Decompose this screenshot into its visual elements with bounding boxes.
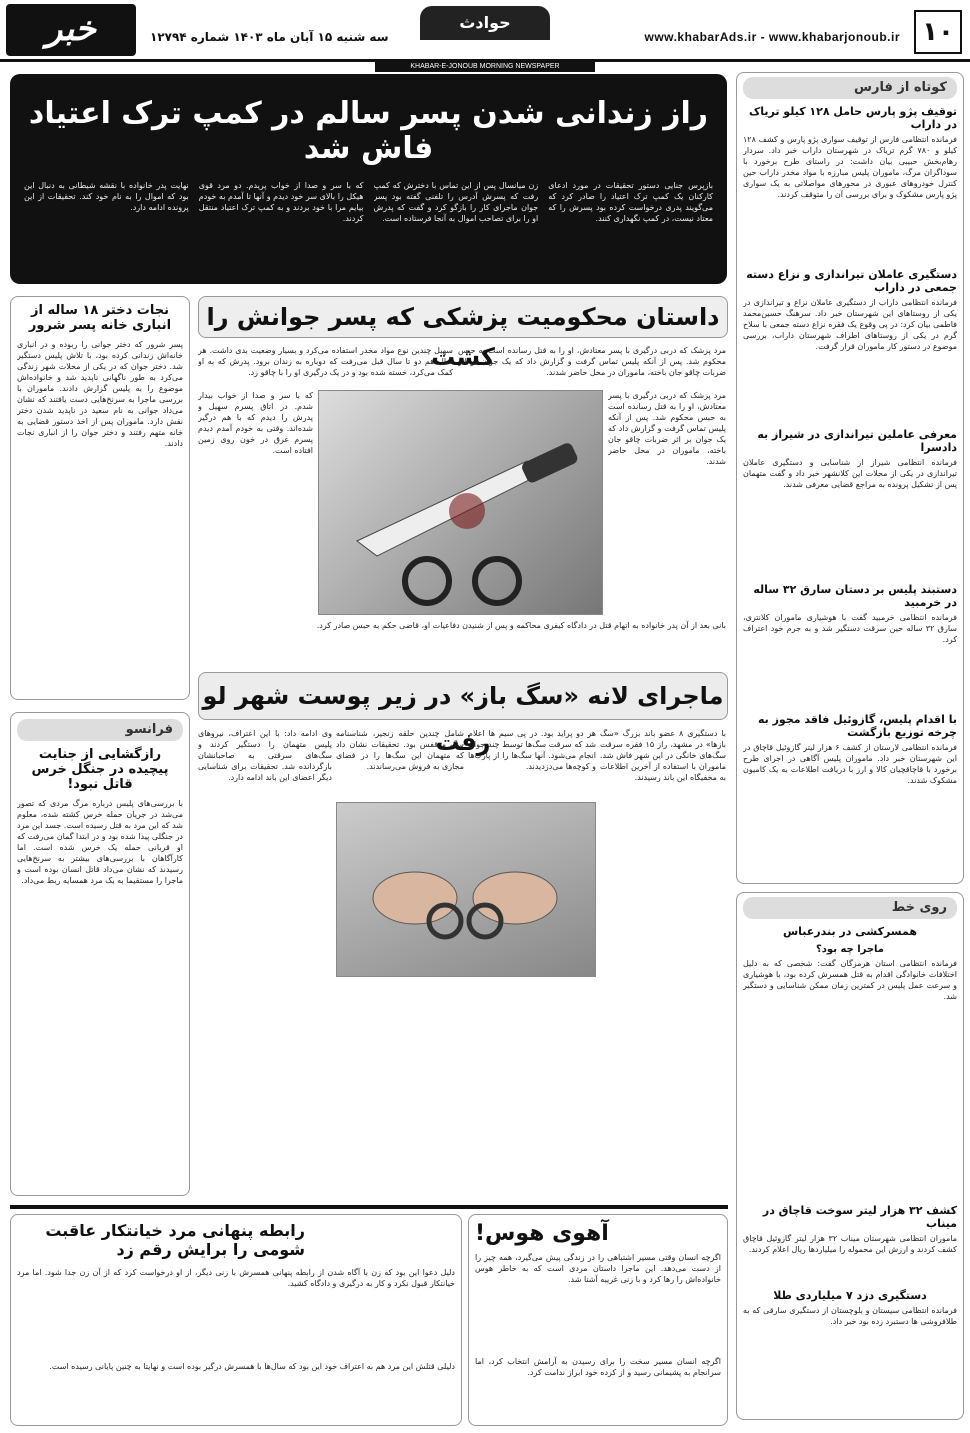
story3-box	[468, 1214, 728, 1426]
bottom-divider	[10, 1205, 728, 1209]
website-url[interactable]: www.khabarAds.ir - www.khabarjonoub.ir	[644, 30, 900, 44]
story1-intro: مرد پزشک که دربی درگیری با پسر معتادش، او را به قتل رسانده است به حبس محکوم شد. پس از آنکه پلیس تماس گرفت و گزارش داد که یک جوان بر اثر ضربات چاقو جان باخته، ماموران در محل حاضر شدند.	[458, 346, 726, 377]
story4-box	[10, 1214, 462, 1426]
section-tab: حوادث	[420, 6, 550, 40]
news-title: توقیف پژو پارس حامل ۱۲۸ کیلو تریاک در داراب	[748, 105, 957, 131]
news-body: فرمانده انتظامی خرمبید گفت با هوشیاری ماموران کلانتری، سارق ۳۲ ساله حین سرقت دستگیر شد و به جرم خود اعتراف کرد.	[743, 613, 957, 644]
story1-col: بانی بعد از آن پدر خانواده به اتهام قتل در دادگاه کیفری محاکمه و پس از شنیدن دفاعیات او، قاضی حکم به حبس صادر کرد.	[316, 621, 726, 630]
story2-headline: ماجرای لانه «سگ باز» در زیر پوست شهر لو رفت	[202, 682, 724, 756]
story-label: فرانسو	[17, 719, 183, 741]
masthead-strip: KHABAR-E-JONOUB MORNING NEWSPAPER	[375, 62, 595, 72]
story1-photo	[318, 390, 603, 615]
news-body: فرمانده انتظامی داراب از دستگیری عاملان نزاع و تیراندازی در یکی از روستاهای این شهرستان خبر داد. سرهنگ حسین‌محمد فاطمی بیان کرد: در پی وقوع یک فقره نزاع دسته جمعی با سلاح گرم در یکی از روستاهای اطراف شهرستان داراب، بررسی موضوع در دستور کار ماموران قرار گرفت.	[743, 298, 957, 351]
story2-col: هر دو پراید بود. در پی سیم ها اعلام شد که سرقت سگ‌ها توسط چند جوان انجام می‌شود. آنها سگ‌ها را از پارک‌ها و کوچه‌ها می‌دزدیدند.	[468, 729, 596, 771]
issue-date: سه شنبه ۱۵ آبان ماه ۱۴۰۳ شماره ۱۲۷۹۴	[150, 30, 389, 44]
news-body: فرمانده انتظامی شیراز از شناسایی و دستگیری عاملان تیراندازی در یکی از محلات این کلانشهر خبر داد و گفت متهمان پس از تشکیل پرونده به مراجع قضایی معرفی شدند.	[743, 458, 957, 489]
news-body: فرمانده انتظامی استان هرمزگان گفت: شخصی که به دلیل اختلافات خانوادگی اقدام به قتل همسرش کرده بود، با هوشیاری و سرعت عمل پلیس در کمترین زمان ممکن شناسایی و دستگیر شد.	[743, 959, 957, 1001]
story4-body: دلیلی قتلش این مرد هم به اعتراف خود این بود که سال‌ها با همسرش درگیر بوده است و نهایتا به چنین پایانی رسیده است.	[49, 1362, 455, 1371]
story2-photo	[336, 802, 596, 977]
news-title: با اقدام پلیس، گازوئیل فاقد مجوز به چرخه توزیع بازگشت	[757, 713, 957, 739]
left-story-body: پسر شرور که دختر جوانی را ربوده و در انباری خانه‌اش زندانی کرده بود، با تلاش پلیس دستگیر شد. دختر جوان که در یکی از محلات شهر زندگی می‌کرد به طور ناگهانی ناپدید شد و خانواده‌اش موضوع را به پلیس گزارش دادند. ماموران با بررسی ماجرا به سرنخ‌هایی دست یافتند که نشان می‌داد جوانی به نام سعید در ناپدید شدن دختر نقش دارد. ماموران پس از اخذ دستور قضایی به خانه متهم رفتند و دختر جوان را از انباری نجات دادند.	[17, 340, 183, 448]
news-title: همسرکشی در بندرعباس	[782, 925, 917, 938]
left-story-title: رازگشایی از جنایت پیچیده در جنگل خرس قاتل نبود!	[31, 747, 169, 792]
left-story-title: نجات دختر ۱۸ ساله از انباری خانه پسر شرور	[28, 303, 172, 333]
sidebar-fars-box	[736, 72, 964, 884]
story4-body: دلیل دعوا این بود که زن با آگاه شدن از رابطه پنهانی همسرش با زنی دیگر، از او درخواست کرد که از آن زن جدا شود. اما مرد خیانتکار قبول نکرد و کار به درگیری و دادگاه کشید.	[17, 1268, 455, 1288]
news-title: دستگیری دزد ۷ میلیاردی طلا	[773, 1289, 927, 1302]
story1-headline: داستان محکومیت پزشکی که پسر جوانش را کشت	[206, 303, 720, 371]
story1-col: مرد پزشک که دربی درگیری با پسر معتادش، او را به قتل رسانده است به حبس محکوم شد. پس از آنکه پلیس تماس گرفت و گزارش داد که یک جوان بر اثر ضربات چاقو جان باخته، ماموران در محل حاضر شدند.	[608, 391, 726, 466]
sidebar-rooyekhat-box	[736, 892, 964, 1420]
story1-col: که با سر و صدا از خواب بیدار شدم. در اتاق پسرم سهیل و پدرش را دیدم که با هم درگیر شده‌اند. وقتی به خودم آمدم دیدم پسرم غرق در خون روی زمین افتاده است.	[198, 391, 313, 455]
news-title: دستگیری عاملان تیراندازی و نزاع دسته جمعی در داراب	[746, 268, 957, 294]
page-number: ۱۰	[914, 10, 962, 54]
left-story-box	[10, 296, 190, 700]
news-title: دستبند پلیس بر دستان سارق ۳۲ ساله در خرمبید	[753, 583, 957, 609]
story2-col: شامل چندین حلقه زنجیر، شناسنامه سگ و قفس بود. تحقیقات نشان داد که متهمان این سگ‌ها را در فضای مجازی به فروش می‌رساندند.	[336, 729, 464, 771]
story4-headline: رابطه پنهانی مرد خیانتکار عاقبت شومی را برایش رقم زد	[45, 1221, 305, 1259]
story1-col: سهیل چندین نوع مواد مخدر استفاده می‌کرد و بسیار وضعیت بدی داشت. هر سال هم دو تا سال قبل می‌رفت که دوباره به زندان برود. پدرش که به او کمک می‌کرد، خسته شده بود و در یک درگیری او را با چاقو زد.	[198, 346, 453, 377]
lead-column: زن میانسال پس از این تماس با دخترش که کمپ رفت که پسرش آدرس را تلفنی گفته بود پسر جوان ماجرای کار را بازگو کرد و گفت که پدرش او را برای تصاحب اموال به آنجا فرستاده است.	[373, 181, 539, 223]
sidebar-section-label: کوتاه از فارس	[743, 77, 957, 99]
lead-story-banner	[10, 74, 727, 284]
news-body: فرمانده انتظامی لارستان از کشف ۶ هزار لیتر گازوئیل قاچاق در این شهرستان خبر داد. ماموران پلیس آگاهی در اجرای طرح برخورد با قاچاقچیان کالا و ارز با دریافت اطلاعات به یک کامیون مشکوک شدند.	[743, 743, 957, 785]
news-subtitle: ماجرا چه بود؟	[816, 944, 884, 955]
sidebar	[736, 72, 964, 1422]
news-title: معرفی عاملین تیراندازی در شیراز به دادسرا	[757, 428, 957, 454]
left-story-body: با بررسی‌های پلیس درباره مرگ مردی که تصور می‌شد در جریان حمله خرس کشته شده، معلوم شد که این مرد به قتل رسیده است. جسد این مرد در جنگلی پیدا شده بود و در ابتدا گمان می‌رفت که او قربانی حمله یک خرس شده است. اما کارآگاهان با بررسی‌های بیشتر به سرنخ‌هایی رسیدند که نشان می‌داد قاتل انسان بوده است و ماجرا را مستقیما به یک مرد همسایه ربط می‌داد.	[17, 799, 183, 885]
news-body: فرمانده انتظامی سیستان و بلوچستان از دستگیری سارقی که به طلافروشی ها دستبرد زده بود خبر داد.	[743, 1306, 957, 1326]
lead-headline: راز زندانی شدن پسر سالم در کمپ ترک اعتیاد فاش شد	[28, 96, 709, 166]
story3-body: اگرچه انسان وقتی مسیر اشتباهی را در زندگی پیش می‌گیرد، همه چیز را از دست می‌دهد. این ماجرا داستان مردی است که به خاطر هوس خانواده‌اش را رها کرد و با زنی غریبه آشنا شد.	[475, 1253, 721, 1284]
lead-column: بازپرس جنایی دستور تحقیقات در مورد ادعای کارکنان یک کمپ ترک اعتیاد را صادر کرد که می‌گویند پدری درخواست کرده بود پسرش را که معتاد نیست، در کمپ نگهداری کنند.	[548, 181, 713, 223]
lead-column: که با سر و صدا از خواب پریدم. دو مرد قوی هیکل را بالای سر خود دیدم و آنها تا آمدم به خودم بیایم مرا با خود بردند و به کمپ ترک اعتیاد منتقل کردند.	[198, 181, 364, 223]
masthead	[0, 0, 970, 62]
story2-col: با دستگیری ۸ عضو باند بزرگ «سگ بازها» در مشهد، راز ۱۵ فقره سرقت سگ‌های خانگی در این شهر فاش شد. ماموران با استفاده از آخرین اطلاعات به مخفیگاه این باند رسیدند.	[600, 729, 726, 782]
newspaper-logo: خبر	[6, 4, 136, 56]
story3-body: اگرچه انسان مسیر سخت را برای رسیدن به آرامش انتخاب کرد، اما سرانجام به پشیمانی رسید و از کرده خود ابراز ندامت کرد.	[475, 1357, 721, 1377]
news-body: ماموران انتظامی شهرستان میناب ۳۲ هزار لیتر گازوئیل قاچاق کشف کردند و ارزش این محموله را میلیاردها ریال اعلام کردند.	[743, 1234, 957, 1254]
lead-column: نهایت پدر خانواده با نقشه شیطانی به دنبال این بود که اموال را به نام خود کند. تحقیقات از این پرونده ادامه دارد.	[24, 181, 189, 212]
sidebar-section-label: روی خط	[743, 897, 957, 919]
story2-col: وی ادامه داد: با این اعتراف، نیروهای پلیس متهمان را دستگیر کردند و سگ‌های سرقتی به صاحبانشان بازگردانده شد. تحقیقات برای شناسایی دیگر اعضای این باند ادامه دارد.	[198, 729, 332, 782]
news-title: کشف ۳۲ هزار لیتر سوخت قاچاق در میناب	[762, 1204, 957, 1230]
news-body: فرمانده انتظامی فارس از توقیف سواری پژو پارس و کشف ۱۲۸ کیلو و ۷۸۰ گرم تریاک در شهرستان داراب خبر داد. سردار رهام‌بخش حبیبی بیان داشت: در راستای طرح برخورد با سوداگران مرگ، ماموران پلیس مبارزه با مواد مخدر داراب حین کنترل خودروهای عبوری در محورهای مواصلاتی به یک سواری پژو پارس مشکوک و برای بررسی آن را متوقف کردند.	[743, 135, 957, 199]
left-story-box-2	[10, 712, 190, 1196]
handcuffed-hands-illustration	[336, 803, 595, 977]
knife-handcuffs-illustration	[318, 391, 602, 615]
story3-headline: آهوی هوس!	[475, 1221, 609, 1246]
